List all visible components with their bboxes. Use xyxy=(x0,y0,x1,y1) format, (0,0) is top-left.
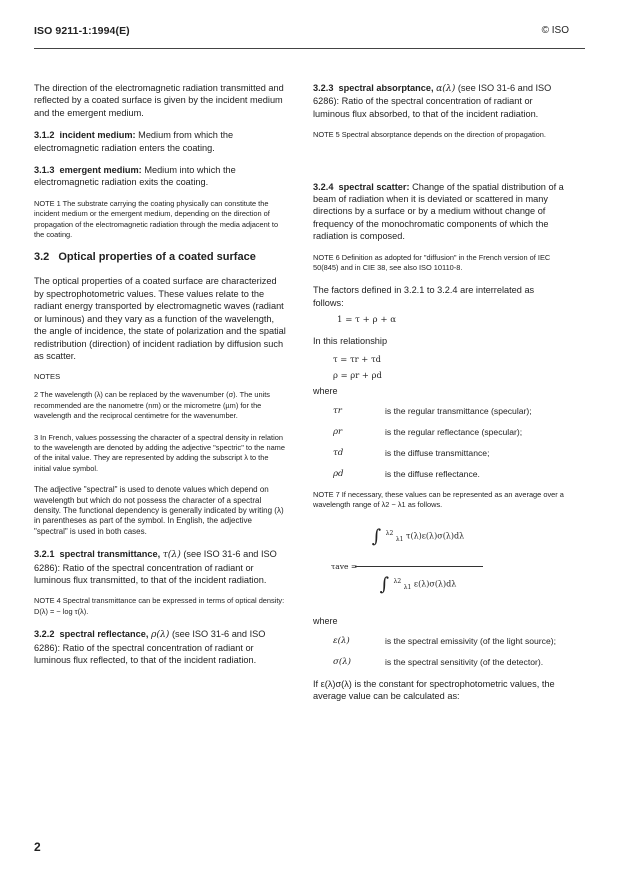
fraction-bar xyxy=(355,566,483,567)
interrelation-paragraph: The factors defined in 3.2.1 to 3.2.4 are interrelated as follows: xyxy=(313,285,535,308)
integral-numerator xyxy=(363,526,473,547)
definition-symbol: α(λ) xyxy=(436,83,456,94)
section-title: Optical properties of a coated surface xyxy=(58,251,256,264)
definition-term: emergent medium: xyxy=(59,165,142,176)
right-column xyxy=(313,82,565,712)
definition-number: 3.2.4 xyxy=(313,181,334,192)
definition-number: 3.2.3 xyxy=(313,83,334,93)
symbol-description: is the diffuse transmittance; xyxy=(385,447,490,458)
symbol-description: is the regular transmittance (specular); xyxy=(385,405,532,416)
definition-term: spectral scatter: xyxy=(338,181,410,192)
note-6: NOTE 6 Definition as adopted for "diffusion" in the French version of IEC 50(845) and in CIE 38, see also ISO 10110-8. xyxy=(313,252,551,273)
definition-number: 3.2.2 xyxy=(34,629,55,640)
definition-3-1-2 xyxy=(34,129,286,154)
definition-text: (see ISO 31-6 and ISO 6286): Ratio of the spectral concentration of radiant or luminous flux reflected, to that of the incident radiation. xyxy=(34,629,266,666)
symbol-description: is the diffuse reflectance. xyxy=(385,468,480,479)
symbol-description: is the spectral sensitivity (of the detector). xyxy=(385,656,544,667)
symbol: ρr xyxy=(333,426,343,437)
definition-text: Change of the spatial distribution of a beam of radiation when it is deviated or scattered in many directions by a surface or by a medium without change of frequency of the monochromatic components of which the radiation is composed. xyxy=(313,181,564,242)
definition-3-2-1 xyxy=(34,548,286,586)
numerator-integrand: τ(λ)ε(λ)σ(λ)dλ xyxy=(406,531,465,540)
note-4: NOTE 4 Spectral transmittance can be expressed in terms of optical density: D(λ) = − log τ(λ). xyxy=(34,596,285,616)
symbol-row xyxy=(313,657,565,668)
definition-number: 3.1.2 xyxy=(34,130,55,141)
rho-equation: ρ = ρr + ρd xyxy=(333,369,382,380)
symbol: σ(λ) xyxy=(333,656,352,667)
definition-term: incident medium: xyxy=(59,130,136,141)
integral-denominator xyxy=(363,574,473,595)
symbol: τd xyxy=(333,447,344,458)
definition-text: (see ISO 31-6 and ISO 6286): Ratio of the spectral concentration of radiant or luminous flux absorbed, to that of the incident radiation. xyxy=(313,83,552,119)
intro-paragraph: The direction of the electromagnetic radiation transmitted and reflected by a coated surface is given by the incident medium and the emergent medium. xyxy=(34,83,284,118)
section-3-2-paragraph: The optical properties of a coated surface are characterized by spectrophotometric values. These values relate to the radiant energy transported by electromagnetic waves (radiant or luminous) and they vary as a function of the wavelength, the angle of incidence, the state of polarization and the spatial redistribution (direction) of incident radiation by diffusion such as scatter. xyxy=(34,276,286,361)
relationship-label: In this relationship xyxy=(313,336,388,347)
definition-number: 3.2.1 xyxy=(34,549,55,560)
definition-text: (see ISO 31-6 and ISO 6286): Ratio of the spectral concentration of radiant or luminous flux transmitted, to that of the incident radiation. xyxy=(34,549,277,585)
upper-limit: λ2 xyxy=(385,529,394,537)
definition-3-2-3 xyxy=(313,82,565,120)
left-column xyxy=(34,82,286,676)
symbol: τr xyxy=(333,405,342,416)
note-3: 3 In French, values possessing the character of a spectral density in relation to the wavelength are denoted by adding the adjective "spectric" to the name of the inital value. They are represented by adding the subscript λ to the initial value symbol. xyxy=(34,432,285,473)
definition-text: Medium from which the electromagnetic radiation enters the coating. xyxy=(34,130,234,153)
section-heading-3-2 xyxy=(34,251,286,263)
symbol-row xyxy=(313,406,565,417)
upper-limit: λ2 xyxy=(393,577,402,585)
integral-sign-icon: ∫ xyxy=(379,573,390,595)
symbol-row xyxy=(313,469,565,480)
definition-symbol: τ(λ) xyxy=(162,549,181,561)
page-number: 2 xyxy=(34,840,41,854)
denominator-integrand: ε(λ)σ(λ)dλ xyxy=(413,579,457,588)
section-number: 3.2 xyxy=(34,251,50,264)
lower-limit: λ1 xyxy=(403,583,412,591)
sum-formula: 1 = τ + ρ + α xyxy=(337,315,397,326)
symbol: ρd xyxy=(333,468,344,479)
definition-term: spectral absorptance, xyxy=(338,83,434,93)
standard-identifier: ISO 9211-1:1994(E) xyxy=(34,25,130,37)
where-label: where xyxy=(313,385,338,396)
definition-term: spectral reflectance, xyxy=(59,629,149,640)
symbol: ε(λ) xyxy=(333,635,350,646)
definition-3-1-3 xyxy=(34,164,286,189)
integral-lhs: τave = xyxy=(331,561,358,571)
average-integral-formula xyxy=(313,522,565,610)
symbol-row xyxy=(313,448,565,459)
copyright-mark: © ISO xyxy=(541,25,569,36)
tau-equation: τ = τr + τd xyxy=(333,353,381,364)
integral-sign-icon: ∫ xyxy=(371,525,382,547)
note-2: 2 The wavelength (λ) can be replaced by the wavenumber (σ). The units recommended are the nanometre (nm) or the micrometre (µm) for the wavelength and the reciprocal centimetre for the wavenumber. xyxy=(34,390,270,421)
final-paragraph: If ε(λ)σ(λ) is the constant for spectrophotometric values, the average value can be calculated as: xyxy=(313,678,555,701)
definition-text: Medium into which the electromagnetic radiation exits the coating. xyxy=(34,165,236,188)
header-rule xyxy=(34,48,585,49)
symbol-row xyxy=(313,427,565,438)
symbol-description: is the spectral emissivity (of the light source); xyxy=(385,635,556,646)
definition-3-2-2 xyxy=(34,628,286,666)
note-5: NOTE 5 Spectral absorptance depends on the direction of propagation. xyxy=(313,130,546,140)
definition-symbol: ρ(λ) xyxy=(150,629,170,641)
lower-limit: λ1 xyxy=(395,535,404,543)
note-7: NOTE 7 If necessary, these values can be represented as an average over a wavelength range of λ2 − λ1 as follows. xyxy=(313,489,564,510)
definition-term: spectral transmittance, xyxy=(59,549,161,560)
note-1: NOTE 1 The substrate carrying the coating physically can constitute the incident medium or the emergent medium, depending on the direction of propagation of the electromagnetic radiation through the media adjacent to the coating. xyxy=(34,198,279,240)
notes-heading: NOTES xyxy=(34,372,61,382)
definition-number: 3.1.3 xyxy=(34,165,55,176)
where-label-2: where xyxy=(313,615,338,626)
symbol-row xyxy=(313,636,565,647)
note-3-continued: The adjective "spectral" is used to denote values which depend on wavelength but which do not possess the character of a spectral density. The functional dependency is generally indicated by writing (λ) in parentheses as part of the symbol. In English, the adjective "spectral" is used in both cases. xyxy=(34,485,284,536)
definition-3-2-4 xyxy=(313,181,565,243)
symbol-description: is the regular reflectance (specular); xyxy=(385,426,523,437)
